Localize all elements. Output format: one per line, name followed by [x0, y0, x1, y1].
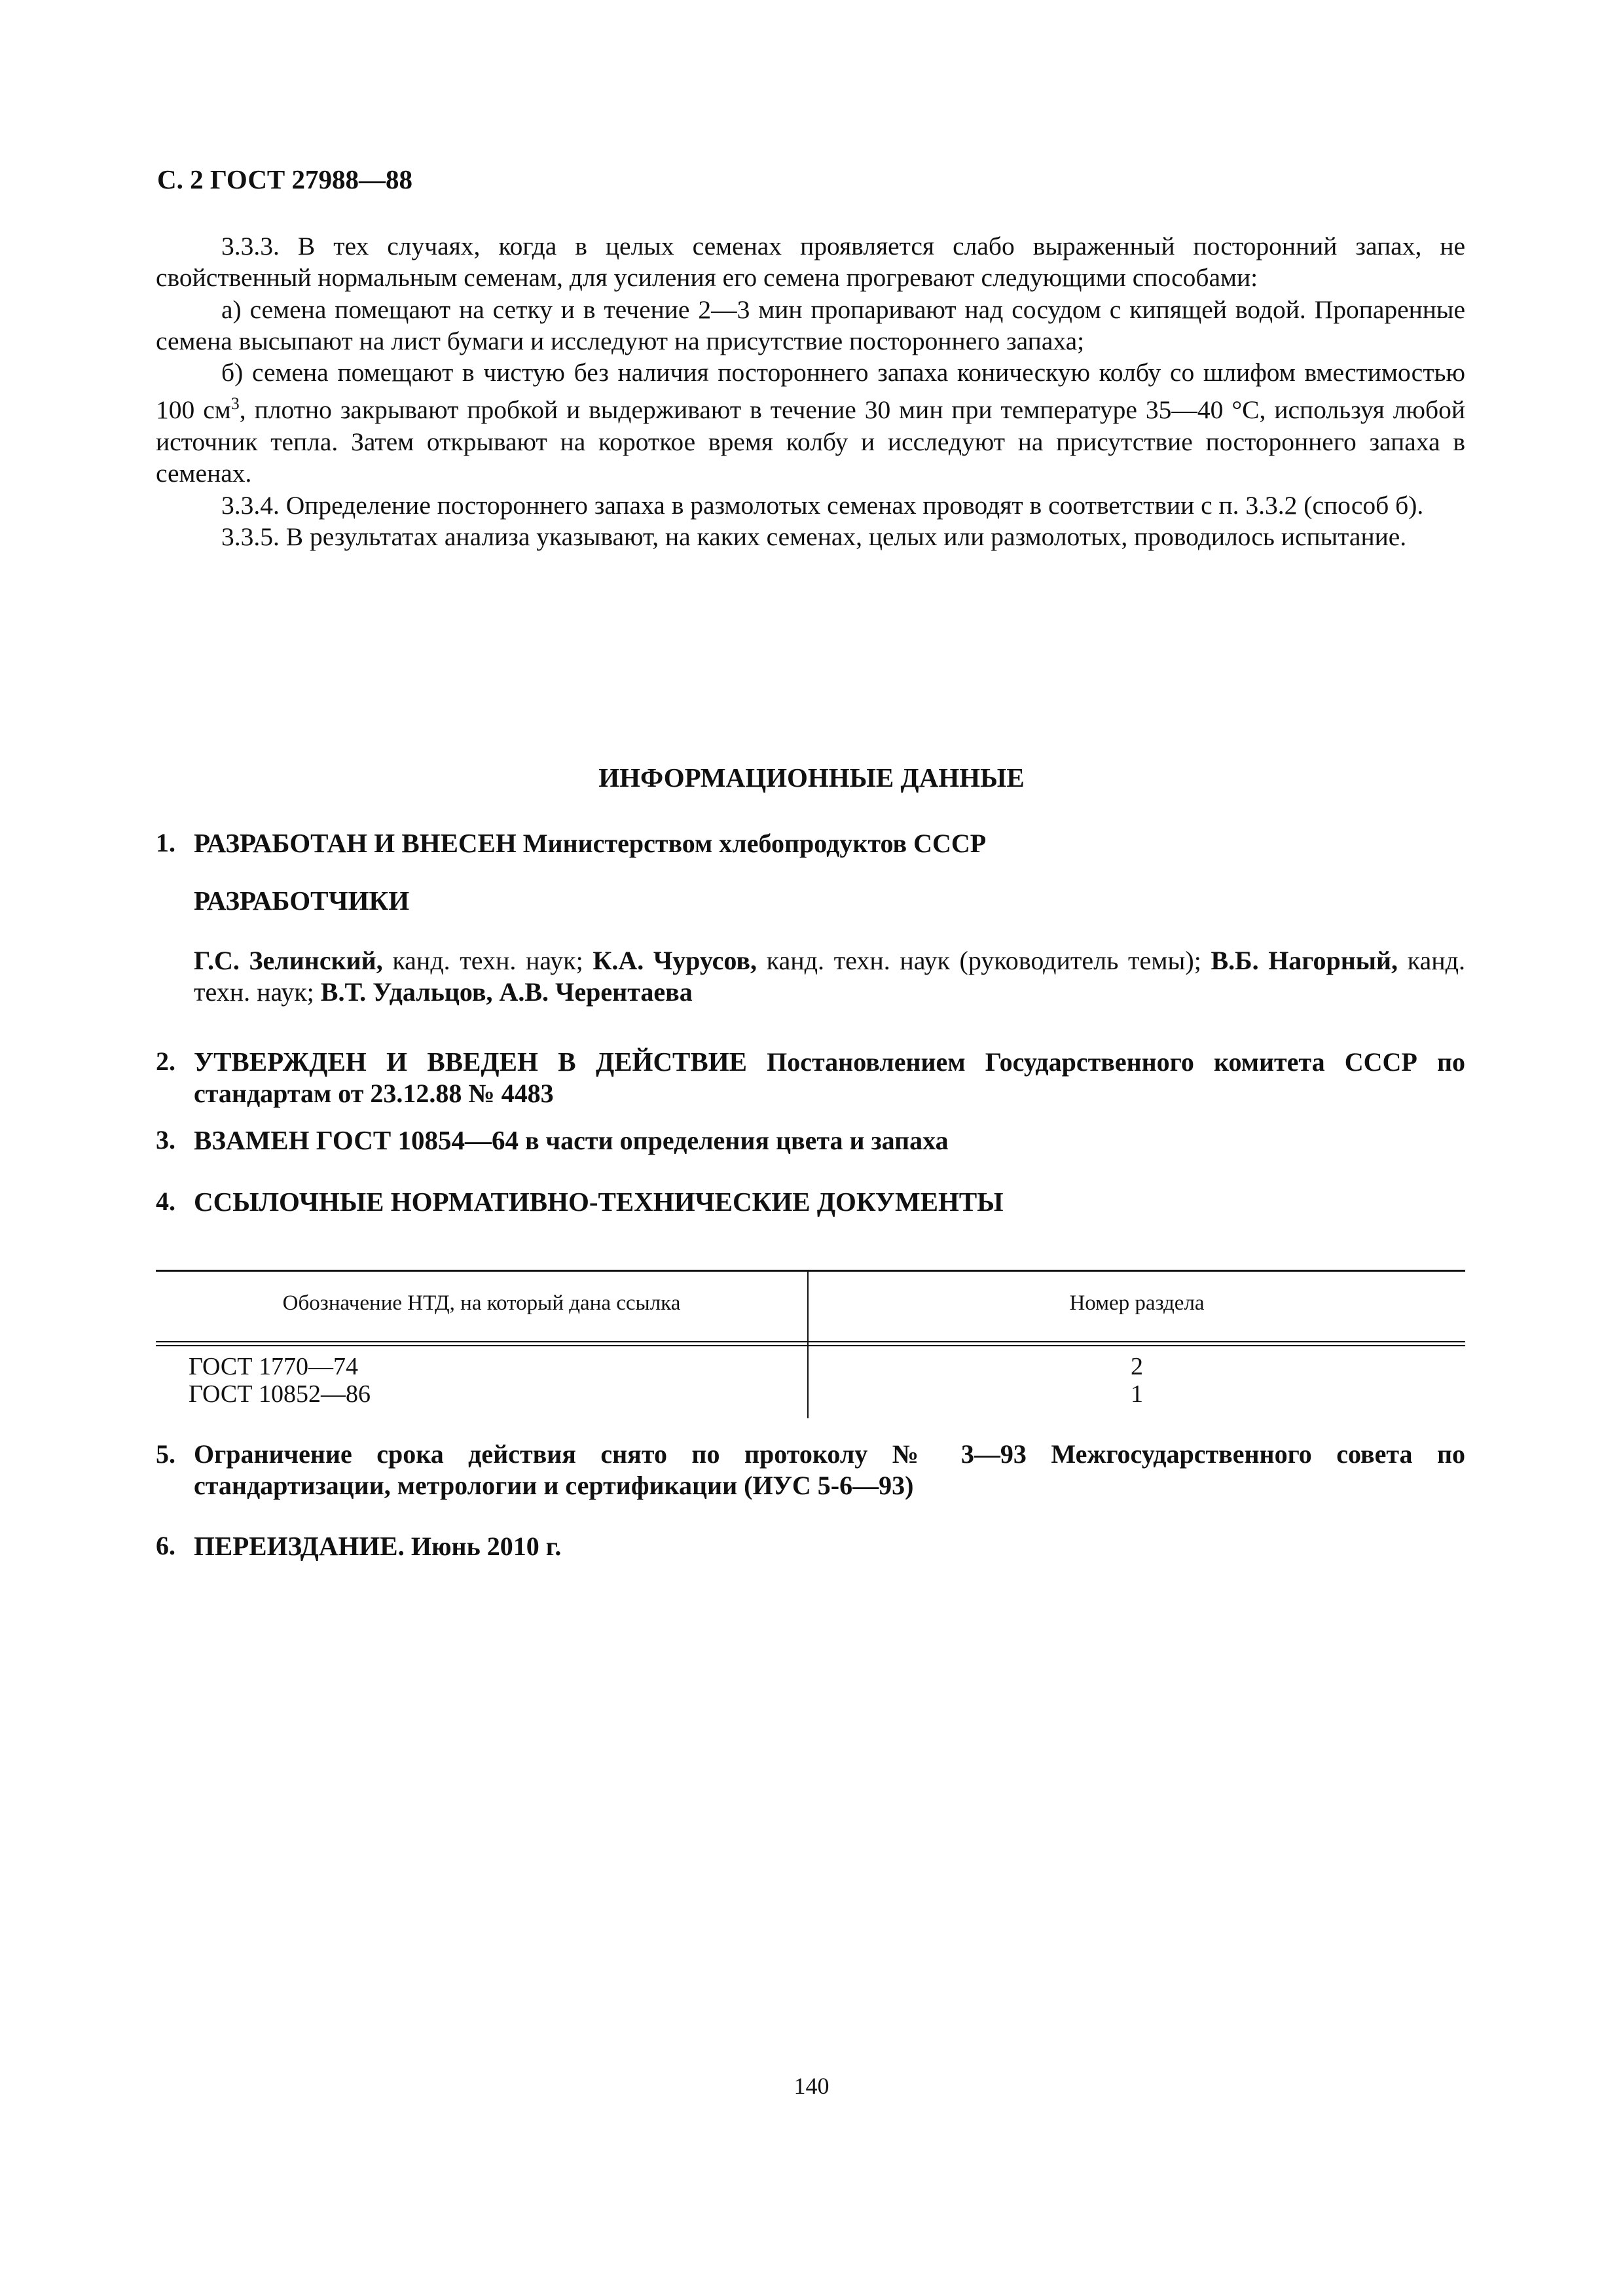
developer-title: канд. техн. наук; — [194, 946, 1465, 1007]
developer-title: канд. техн. наук (руководитель темы); — [757, 946, 1211, 975]
item-number: 5. — [156, 1439, 175, 1469]
item-number: 3. — [156, 1125, 175, 1155]
paragraph-3-3-3: 3.3.3. В тех случаях, когда в целых семенах проявляется слабо выраженный посторонний запах, не свойственный нормальным семенам, для усиления его семена прогревают следующими способами: — [156, 232, 1465, 293]
item-text: Ограничение срока действия снято по протоколу № 3—93 Межгосударственного совета по стандартизации, метрологии и сертификации (ИУС 5-6—93) — [194, 1439, 1465, 1500]
table-cell-section: 1 — [1131, 1380, 1143, 1408]
info-section-title: ИНФОРМАЦИОННЫЕ ДАННЫЕ — [598, 762, 1025, 793]
developer-name: Г.С. Зелинский, — [194, 946, 383, 975]
table-cell-document: ГОСТ 1770—74 — [189, 1353, 358, 1380]
item-number: 1. — [156, 828, 175, 857]
item-caps: ПЕРЕИЗДАНИЕ. — [194, 1531, 405, 1561]
info-item-5 — [156, 1439, 1465, 1501]
item-body: Июнь 2010 г. — [404, 1532, 562, 1561]
table-cell-section: 2 — [1131, 1353, 1143, 1380]
item-body: Постановлением Государственного комитета СССР по стандартам от 23.12.88 № 4483 — [194, 1047, 1465, 1108]
info-item-6 — [156, 1530, 1465, 1562]
page-header: С. 2 ГОСТ 27988—88 — [157, 164, 413, 194]
item-caps: ВЗАМЕН ГОСТ 10854—64 — [194, 1125, 519, 1155]
info-item-1 — [156, 827, 1465, 859]
item-body: в части определения цвета и запаха — [518, 1126, 949, 1155]
table-header-section: Номер раздела — [1069, 1291, 1205, 1315]
developers-heading: РАЗРАБОТЧИКИ — [194, 886, 410, 916]
method-b-text-start: б) семена помещают в чистую без наличия постороннего запаха коническую колбу со шлифом вместимостью 100 см — [156, 358, 1465, 425]
item-caps: УТВЕРЖДЕН И ВВЕДЕН В ДЕЙСТВИЕ — [194, 1047, 747, 1077]
item-text — [194, 1046, 1465, 1109]
developer-title: канд. техн. наук; — [382, 946, 593, 975]
info-item-3 — [156, 1124, 1465, 1157]
developers-list — [194, 945, 1465, 1008]
method-b-text-end: , плотно закрывают пробкой и выдерживают в течение 30 мин при температуре 35—40 °С, используя любой источник тепла. Затем открывают на короткое время колбу и исследуют на присутствие постороннего запаха в семенах. — [156, 395, 1466, 488]
reference-documents-table — [156, 1270, 1465, 1418]
info-item-2 — [156, 1046, 1465, 1109]
paragraph-method-a: а) семена помещают на сетку и в течение 2—3 мин пропаривают над сосудом с кипящей водой. Пропаренные семена высыпают на лист бумаги и исследуют на присутствие постороннего запаха; — [156, 295, 1465, 355]
developer-name: В.Т. Удальцов, А.В. Черентаева — [320, 977, 693, 1007]
item-number: 6. — [156, 1531, 175, 1560]
superscript-cubic: 3 — [230, 394, 240, 414]
table-header-document: Обозначение НТД, на который дана ссылка — [282, 1291, 681, 1315]
item-number: 2. — [156, 1047, 175, 1076]
developer-name: К.А. Чурусов, — [593, 946, 757, 975]
section-3-3-3-to-3-3-5 — [156, 230, 1465, 552]
item-caps: РАЗРАБОТАН И ВНЕСЕН — [194, 828, 517, 858]
table-cell-document: ГОСТ 10852—86 — [189, 1380, 371, 1408]
paragraph-method-b — [156, 357, 1465, 489]
paragraph-3-3-5: 3.3.5. В результатах анализа указывают, на каких семенах, целых или размолотых, проводилось испытание. — [221, 522, 1407, 551]
page-number: 140 — [793, 2073, 830, 2099]
item-text — [194, 827, 1465, 859]
item-text — [194, 1186, 1465, 1218]
table-header-rule — [156, 1341, 1465, 1346]
info-item-4 — [156, 1186, 1465, 1218]
item-body: Министерством хлебопродуктов СССР — [516, 829, 987, 858]
item-text — [194, 1530, 1465, 1562]
item-caps: ССЫЛОЧНЫЕ НОРМАТИВНО-ТЕХНИЧЕСКИЕ ДОКУМЕНТЫ — [194, 1187, 1004, 1217]
item-number: 4. — [156, 1187, 175, 1216]
developer-name: В.Б. Нагорный, — [1211, 946, 1398, 975]
paragraph-3-3-4: 3.3.4. Определение постороннего запаха в размолотых семенах проводят в соответствии с п. 3.3.2 (способ б). — [221, 490, 1424, 520]
item-text — [194, 1124, 1465, 1157]
